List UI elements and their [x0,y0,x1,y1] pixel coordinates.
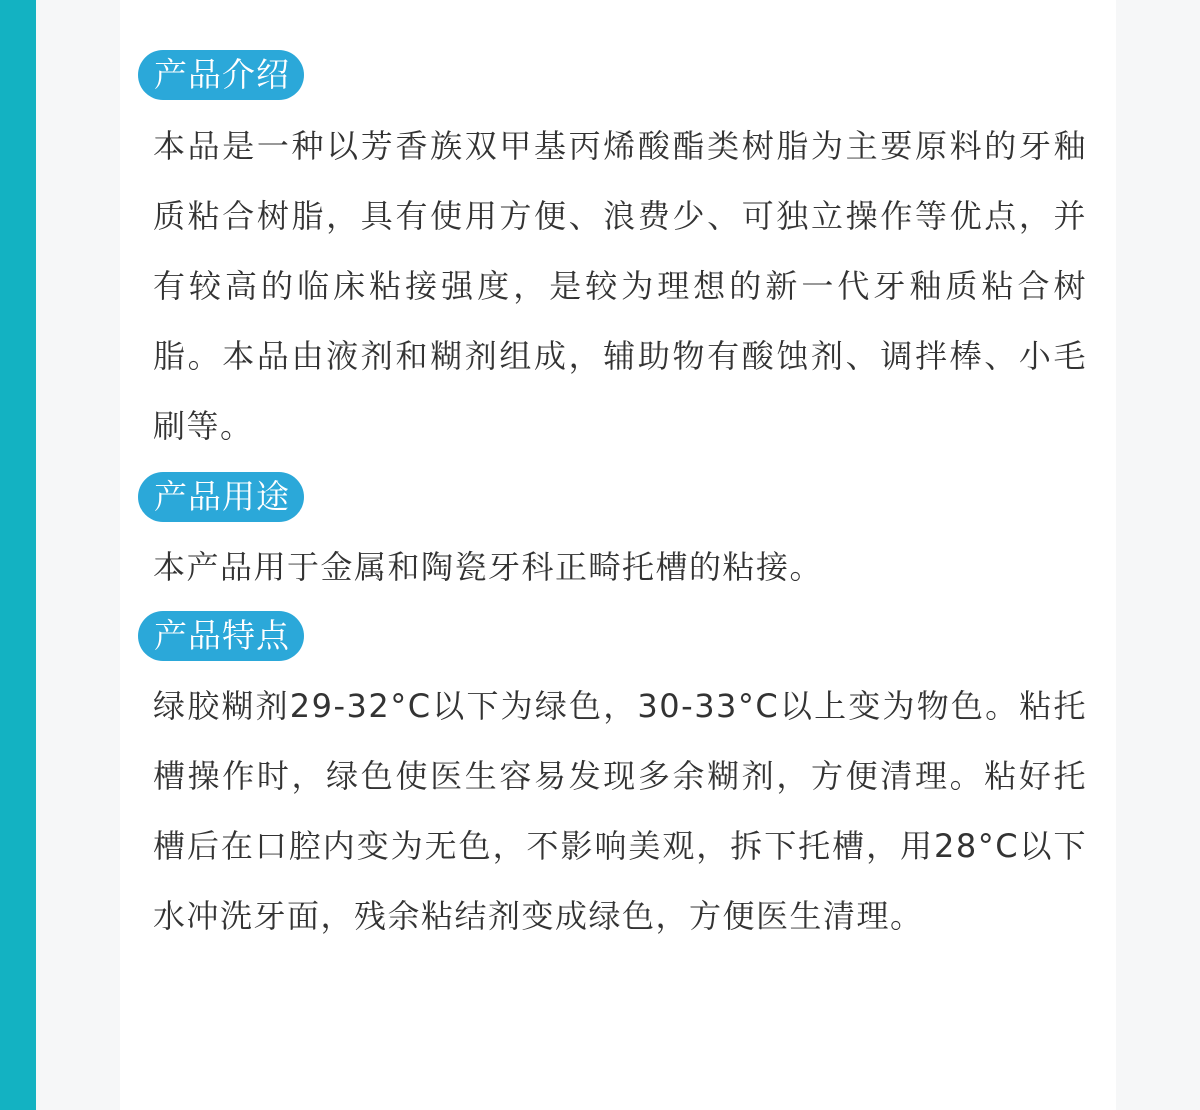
left-margin [36,0,120,1110]
section-body-product-usage: 本产品用于金属和陶瓷牙科正畸托槽的粘接。 [153,548,824,586]
section-title-product-features: 产品特点 [138,611,304,661]
left-accent-bar [0,0,36,1110]
section-body-product-features: 绿胶糊剂29-32°C以下为绿色，30-33°C以上变为物色。粘托槽操作时，绿色使医生容易发现多余糊剂，方便清理。粘好托槽后在口腔内变为无色，不影响美观，拆下托槽，用28°C以下水冲洗牙面，残余粘结剂变成绿色，方便医生清理。 [153,687,1087,935]
section-body-product-intro: 本品是一种以芳香族双甲基丙烯酸酯类树脂为主要原料的牙釉质粘合树脂，具有使用方便、浪费少、可独立操作等优点，并有较高的临床粘接强度，是较为理想的新一代牙釉质粘合树脂。本品由液剂和糊剂组成，辅助物有酸蚀剂、调拌棒、小毛刷等。 [153,127,1087,445]
section-title-product-usage: 产品用途 [138,472,304,522]
right-margin [1116,0,1200,1110]
section-title-product-intro: 产品介绍 [138,50,304,100]
